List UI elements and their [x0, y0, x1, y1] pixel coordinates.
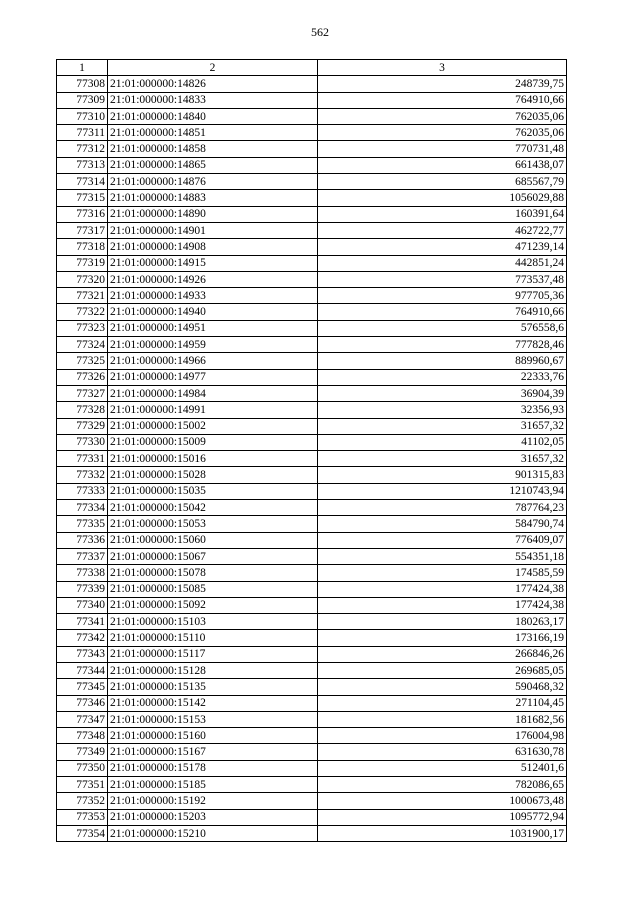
cadastral-value: 1000673,48	[318, 793, 567, 809]
row-number: 77318	[57, 239, 108, 255]
table-row	[57, 141, 567, 157]
row-number: 77335	[57, 516, 108, 532]
cadastral-number: 21:01:000000:14858	[108, 141, 318, 157]
table-row	[57, 679, 567, 695]
cadastral-number: 21:01:000000:15042	[108, 500, 318, 516]
row-number: 77322	[57, 304, 108, 320]
cadastral-value: 773537,48	[318, 271, 567, 287]
row-number: 77339	[57, 581, 108, 597]
cadastral-number: 21:01:000000:15142	[108, 695, 318, 711]
table-row	[57, 353, 567, 369]
table-row	[57, 597, 567, 613]
table-row	[57, 222, 567, 238]
cadastral-number: 21:01:000000:14901	[108, 222, 318, 238]
cadastral-number: 21:01:000000:15009	[108, 434, 318, 450]
cadastral-number: 21:01:000000:14865	[108, 157, 318, 173]
cadastral-number: 21:01:000000:14977	[108, 369, 318, 385]
cadastral-number: 21:01:000000:15185	[108, 777, 318, 793]
row-number: 77337	[57, 548, 108, 564]
cadastral-value: 661438,07	[318, 157, 567, 173]
table-row	[57, 565, 567, 581]
row-number: 77336	[57, 532, 108, 548]
page-number: 562	[311, 25, 329, 39]
row-number: 77353	[57, 809, 108, 825]
cadastral-number: 21:01:000000:14826	[108, 76, 318, 92]
cadastral-value: 266846,26	[318, 646, 567, 662]
table-row	[57, 157, 567, 173]
cadastral-value: 177424,38	[318, 581, 567, 597]
cadastral-value: 1031900,17	[318, 825, 567, 841]
table-row	[57, 337, 567, 353]
table-header-row	[57, 60, 567, 76]
row-number: 77321	[57, 288, 108, 304]
table-row	[57, 760, 567, 776]
table-row	[57, 662, 567, 678]
cadastral-value: 442851,24	[318, 255, 567, 271]
cadastral-number: 21:01:000000:14991	[108, 402, 318, 418]
table-row	[57, 108, 567, 124]
cadastral-number: 21:01:000000:15085	[108, 581, 318, 597]
cadastral-value: 173166,19	[318, 630, 567, 646]
cadastral-value: 177424,38	[318, 597, 567, 613]
cadastral-value: 776409,07	[318, 532, 567, 548]
row-number: 77347	[57, 711, 108, 727]
row-number: 77309	[57, 92, 108, 108]
cadastral-value: 462722,77	[318, 222, 567, 238]
table-row	[57, 825, 567, 841]
table-row	[57, 581, 567, 597]
cadastral-value: 977705,36	[318, 288, 567, 304]
cadastral-value: 31657,32	[318, 451, 567, 467]
cadastral-value: 584790,74	[318, 516, 567, 532]
cadastral-number: 21:01:000000:15035	[108, 483, 318, 499]
cadastral-number: 21:01:000000:14890	[108, 206, 318, 222]
row-number: 77314	[57, 174, 108, 190]
table-row	[57, 695, 567, 711]
table-row	[57, 532, 567, 548]
table-row	[57, 190, 567, 206]
cadastral-number: 21:01:000000:14840	[108, 108, 318, 124]
row-number: 77350	[57, 760, 108, 776]
cadastral-number: 21:01:000000:15210	[108, 825, 318, 841]
table-row	[57, 500, 567, 516]
cadastral-value: 269685,05	[318, 662, 567, 678]
row-number: 77331	[57, 451, 108, 467]
cadastral-number: 21:01:000000:15060	[108, 532, 318, 548]
table-row	[57, 451, 567, 467]
table-row	[57, 255, 567, 271]
cadastral-number: 21:01:000000:15078	[108, 565, 318, 581]
cadastral-number: 21:01:000000:15067	[108, 548, 318, 564]
row-number: 77316	[57, 206, 108, 222]
row-number: 77327	[57, 385, 108, 401]
table-row	[57, 271, 567, 287]
cadastral-number: 21:01:000000:15178	[108, 760, 318, 776]
cadastral-value: 782086,65	[318, 777, 567, 793]
table-row	[57, 288, 567, 304]
row-number: 77319	[57, 255, 108, 271]
table-row	[57, 728, 567, 744]
table-row	[57, 614, 567, 630]
cadastral-value: 41102,05	[318, 434, 567, 450]
table-row	[57, 320, 567, 336]
row-number: 77343	[57, 646, 108, 662]
cadastral-number: 21:01:000000:14883	[108, 190, 318, 206]
cadastral-number: 21:01:000000:15117	[108, 646, 318, 662]
table-row	[57, 125, 567, 141]
cadastral-number: 21:01:000000:14940	[108, 304, 318, 320]
row-number: 77338	[57, 565, 108, 581]
cadastral-value: 787764,23	[318, 500, 567, 516]
table-body	[57, 76, 567, 842]
table-row	[57, 434, 567, 450]
cadastral-number: 21:01:000000:14959	[108, 337, 318, 353]
cadastral-value: 22333,76	[318, 369, 567, 385]
table-row	[57, 793, 567, 809]
cadastral-number: 21:01:000000:15128	[108, 662, 318, 678]
cadastral-number: 21:01:000000:14933	[108, 288, 318, 304]
cadastral-value: 512401,6	[318, 760, 567, 776]
cadastral-number: 21:01:000000:15092	[108, 597, 318, 613]
row-number: 77345	[57, 679, 108, 695]
table-row	[57, 402, 567, 418]
cadastral-value: 31657,32	[318, 418, 567, 434]
row-number: 77332	[57, 467, 108, 483]
cadastral-number: 21:01:000000:14833	[108, 92, 318, 108]
cadastral-value: 174585,59	[318, 565, 567, 581]
cadastral-number: 21:01:000000:14966	[108, 353, 318, 369]
cadastral-value: 1095772,94	[318, 809, 567, 825]
row-number: 77333	[57, 483, 108, 499]
cadastral-value: 889960,67	[318, 353, 567, 369]
row-number: 77352	[57, 793, 108, 809]
table-row	[57, 467, 567, 483]
table-row	[57, 646, 567, 662]
table-row	[57, 369, 567, 385]
cadastral-value: 160391,64	[318, 206, 567, 222]
row-number: 77320	[57, 271, 108, 287]
cadastral-number: 21:01:000000:15203	[108, 809, 318, 825]
row-number: 77341	[57, 614, 108, 630]
table-row	[57, 76, 567, 92]
row-number: 77330	[57, 434, 108, 450]
cadastral-number: 21:01:000000:15028	[108, 467, 318, 483]
column-header-1: 1	[57, 60, 108, 76]
table-row	[57, 483, 567, 499]
cadastral-number: 21:01:000000:14851	[108, 125, 318, 141]
row-number: 77312	[57, 141, 108, 157]
row-number: 77346	[57, 695, 108, 711]
cadastral-number: 21:01:000000:15053	[108, 516, 318, 532]
column-header-2: 2	[108, 60, 318, 76]
cadastral-value: 762035,06	[318, 125, 567, 141]
table-row	[57, 418, 567, 434]
cadastral-number: 21:01:000000:15153	[108, 711, 318, 727]
cadastral-number: 21:01:000000:14915	[108, 255, 318, 271]
cadastral-number: 21:01:000000:15135	[108, 679, 318, 695]
table-row	[57, 777, 567, 793]
cadastral-value: 631630,78	[318, 744, 567, 760]
row-number: 77329	[57, 418, 108, 434]
row-number: 77308	[57, 76, 108, 92]
row-number: 77354	[57, 825, 108, 841]
row-number: 77315	[57, 190, 108, 206]
table-row	[57, 92, 567, 108]
table-row	[57, 206, 567, 222]
cadastral-value: 180263,17	[318, 614, 567, 630]
cadastral-value: 764910,66	[318, 304, 567, 320]
row-number: 77326	[57, 369, 108, 385]
cadastral-value: 1210743,94	[318, 483, 567, 499]
cadastral-number: 21:01:000000:14951	[108, 320, 318, 336]
table-row	[57, 385, 567, 401]
cadastral-value: 770731,48	[318, 141, 567, 157]
row-number: 77317	[57, 222, 108, 238]
cadastral-value: 471239,14	[318, 239, 567, 255]
row-number: 77344	[57, 662, 108, 678]
cadastral-number: 21:01:000000:15110	[108, 630, 318, 646]
cadastral-number: 21:01:000000:14984	[108, 385, 318, 401]
cadastral-number: 21:01:000000:14908	[108, 239, 318, 255]
cadastral-value: 32356,93	[318, 402, 567, 418]
cadastral-value: 1056029,88	[318, 190, 567, 206]
cadastral-value: 764910,66	[318, 92, 567, 108]
row-number: 77334	[57, 500, 108, 516]
table-row	[57, 809, 567, 825]
row-number: 77340	[57, 597, 108, 613]
cadastral-value: 248739,75	[318, 76, 567, 92]
cadastral-number: 21:01:000000:14926	[108, 271, 318, 287]
row-number: 77311	[57, 125, 108, 141]
table-row	[57, 174, 567, 190]
cadastral-number: 21:01:000000:14876	[108, 174, 318, 190]
row-number: 77348	[57, 728, 108, 744]
cadastral-value: 181682,56	[318, 711, 567, 727]
table-row	[57, 304, 567, 320]
cadastral-value: 590468,32	[318, 679, 567, 695]
cadastral-value: 271104,45	[318, 695, 567, 711]
row-number: 77310	[57, 108, 108, 124]
cadastral-number: 21:01:000000:15160	[108, 728, 318, 744]
cadastral-value: 901315,83	[318, 467, 567, 483]
cadastral-value: 36904,39	[318, 385, 567, 401]
cadastral-number: 21:01:000000:15016	[108, 451, 318, 467]
row-number: 77325	[57, 353, 108, 369]
row-number: 77313	[57, 157, 108, 173]
table-row	[57, 630, 567, 646]
table-row	[57, 744, 567, 760]
cadastral-value: 576558,6	[318, 320, 567, 336]
cadastral-number: 21:01:000000:15167	[108, 744, 318, 760]
cadastral-value: 685567,79	[318, 174, 567, 190]
table-row	[57, 516, 567, 532]
cadastral-table	[56, 59, 567, 842]
cadastral-value: 176004,98	[318, 728, 567, 744]
column-header-3: 3	[318, 60, 567, 76]
table-row	[57, 548, 567, 564]
row-number: 77328	[57, 402, 108, 418]
cadastral-number: 21:01:000000:15002	[108, 418, 318, 434]
row-number: 77324	[57, 337, 108, 353]
row-number: 77351	[57, 777, 108, 793]
cadastral-value: 777828,46	[318, 337, 567, 353]
table-row	[57, 711, 567, 727]
row-number: 77349	[57, 744, 108, 760]
cadastral-value: 762035,06	[318, 108, 567, 124]
row-number: 77323	[57, 320, 108, 336]
row-number: 77342	[57, 630, 108, 646]
cadastral-value: 554351,18	[318, 548, 567, 564]
cadastral-number: 21:01:000000:15103	[108, 614, 318, 630]
table-row	[57, 239, 567, 255]
cadastral-number: 21:01:000000:15192	[108, 793, 318, 809]
